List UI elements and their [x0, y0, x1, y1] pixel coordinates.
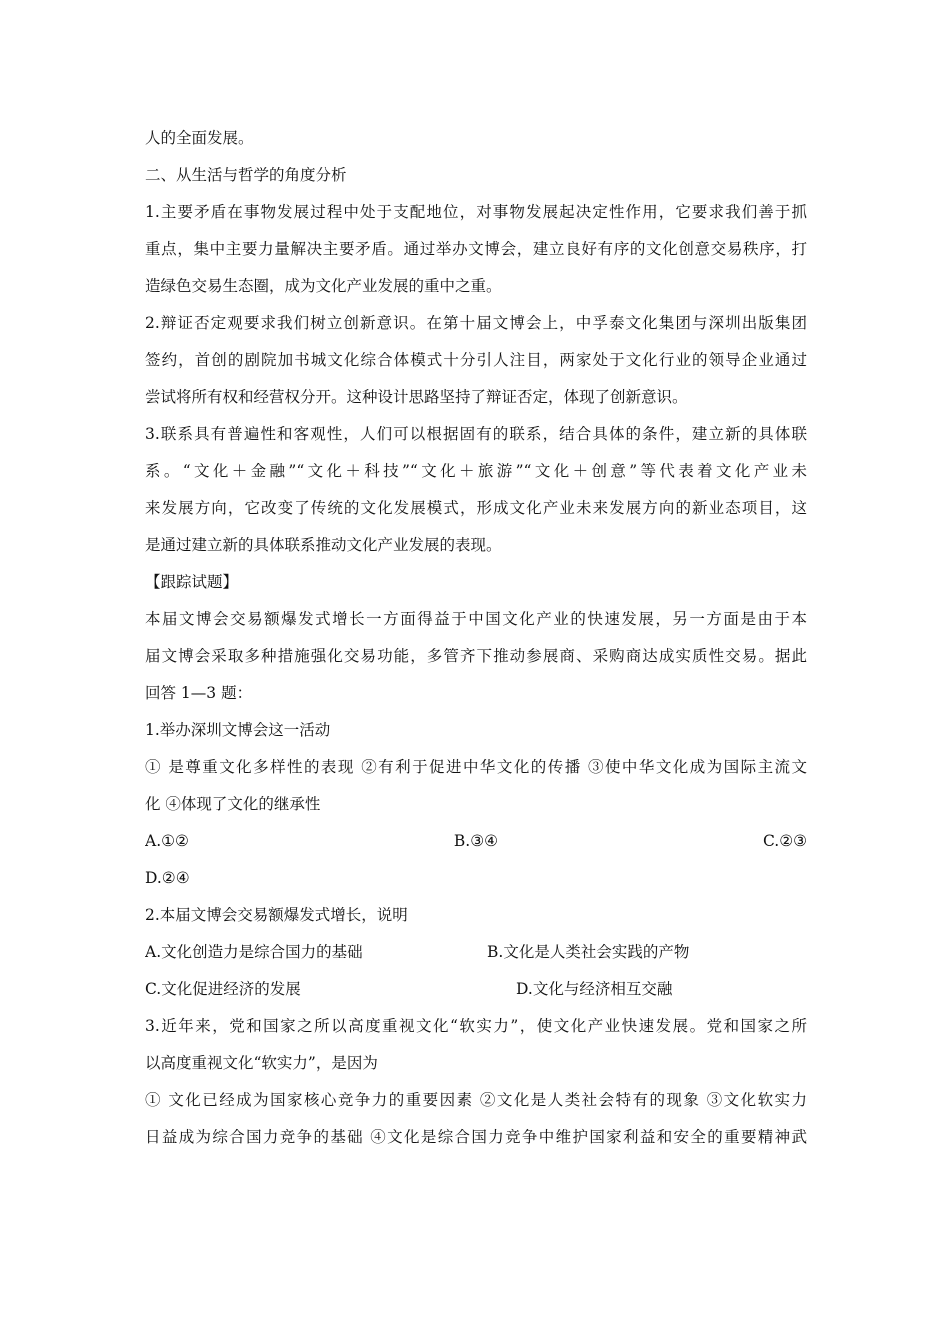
paragraph-line: 系。“文化＋金融”“文化＋科技”“文化＋旅游”“文化＋创意”等代表着文化产业未 — [145, 462, 807, 480]
paragraph-line: 2.辩证否定观要求我们树立创新意识。在第十届文博会上，中孚泰文化集团与深圳出版集团 — [145, 314, 807, 332]
q2-options-row-2 — [145, 971, 807, 1008]
option-b: B.③④ — [453, 832, 498, 850]
paragraph-line: 人的全面发展。 — [145, 129, 254, 147]
paragraph-line: 本届文博会交易额爆发式增长一方面得益于中国文化产业的快速发展，另一方面是由于本 — [145, 610, 807, 628]
paragraph-line: 是通过建立新的具体联系推动文化产业发展的表现。 — [145, 536, 502, 554]
paragraph-line: 尝试将所有权和经营权分开。这种设计思路坚持了辩证否定，体现了创新意识。 — [145, 388, 688, 406]
option-a: A.文化创造力是综合国力的基础 — [145, 943, 363, 961]
paragraph-line: 1.主要矛盾在事物发展过程中处于支配地位，对事物发展起决定性作用，它要求我们善于抓 — [145, 203, 807, 221]
question-statement: ① 文化已经成为国家核心竞争力的重要因素 ②文化是人类社会特有的现象 ③文化软实力 — [145, 1091, 807, 1109]
document-body — [145, 120, 807, 1156]
question-stem: 2.本届文博会交易额爆发式增长，说明 — [145, 906, 408, 924]
question-statement: 化 ④体现了文化的继承性 — [145, 795, 321, 813]
section-heading: 二、从生活与哲学的角度分析 — [145, 166, 347, 184]
option-c: C.②③ — [762, 832, 807, 850]
option-c: C.文化促进经济的发展 — [145, 980, 301, 998]
option-d: D.文化与经济相互交融 — [516, 980, 673, 998]
paragraph-line: 造绿色交易生态圈，成为文化产业发展的重中之重。 — [145, 277, 502, 295]
paragraph-line: 届文博会采取多种措施强化交易功能，多管齐下推动参展商、采购商达成实质性交易。据此 — [145, 647, 807, 665]
question-stem: 以高度重视文化“软实力”，是因为 — [145, 1054, 378, 1072]
question-statement: 日益成为综合国力竞争的基础 ④文化是综合国力竞争中维护国家利益和安全的重要精神武 — [145, 1128, 807, 1146]
paragraph-line: 重点，集中主要力量解决主要矛盾。通过举办文博会，建立良好有序的文化创意交易秩序，打 — [145, 240, 807, 258]
q2-options-row-1 — [145, 934, 807, 971]
option-b: B.文化是人类社会实践的产物 — [487, 943, 690, 961]
option-a: A.①② — [145, 832, 189, 850]
question-statement: ① 是尊重文化多样性的表现 ②有利于促进中华文化的传播 ③使中华文化成为国际主流文 — [145, 758, 807, 776]
question-stem: 1.举办深圳文博会这一活动 — [145, 721, 331, 739]
tracking-heading: 【跟踪试题】 — [145, 573, 239, 591]
paragraph-line: 签约，首创的剧院加书城文化综合体模式十分引人注目，两家处于文化行业的领导企业通过 — [145, 351, 807, 369]
option-d: D.②④ — [145, 869, 190, 887]
q1-options-row — [145, 823, 807, 860]
question-stem: 3.近年来，党和国家之所以高度重视文化“软实力”，使文化产业快速发展。党和国家之所 — [145, 1017, 807, 1035]
paragraph-line: 来发展方向，它改变了传统的文化发展模式，形成文化产业未来发展方向的新业态项目，这 — [145, 499, 807, 517]
paragraph-line: 回答 1—3 题： — [145, 684, 253, 702]
paragraph-line: 3.联系具有普遍性和客观性，人们可以根据固有的联系，结合具体的条件，建立新的具体联 — [145, 425, 807, 443]
